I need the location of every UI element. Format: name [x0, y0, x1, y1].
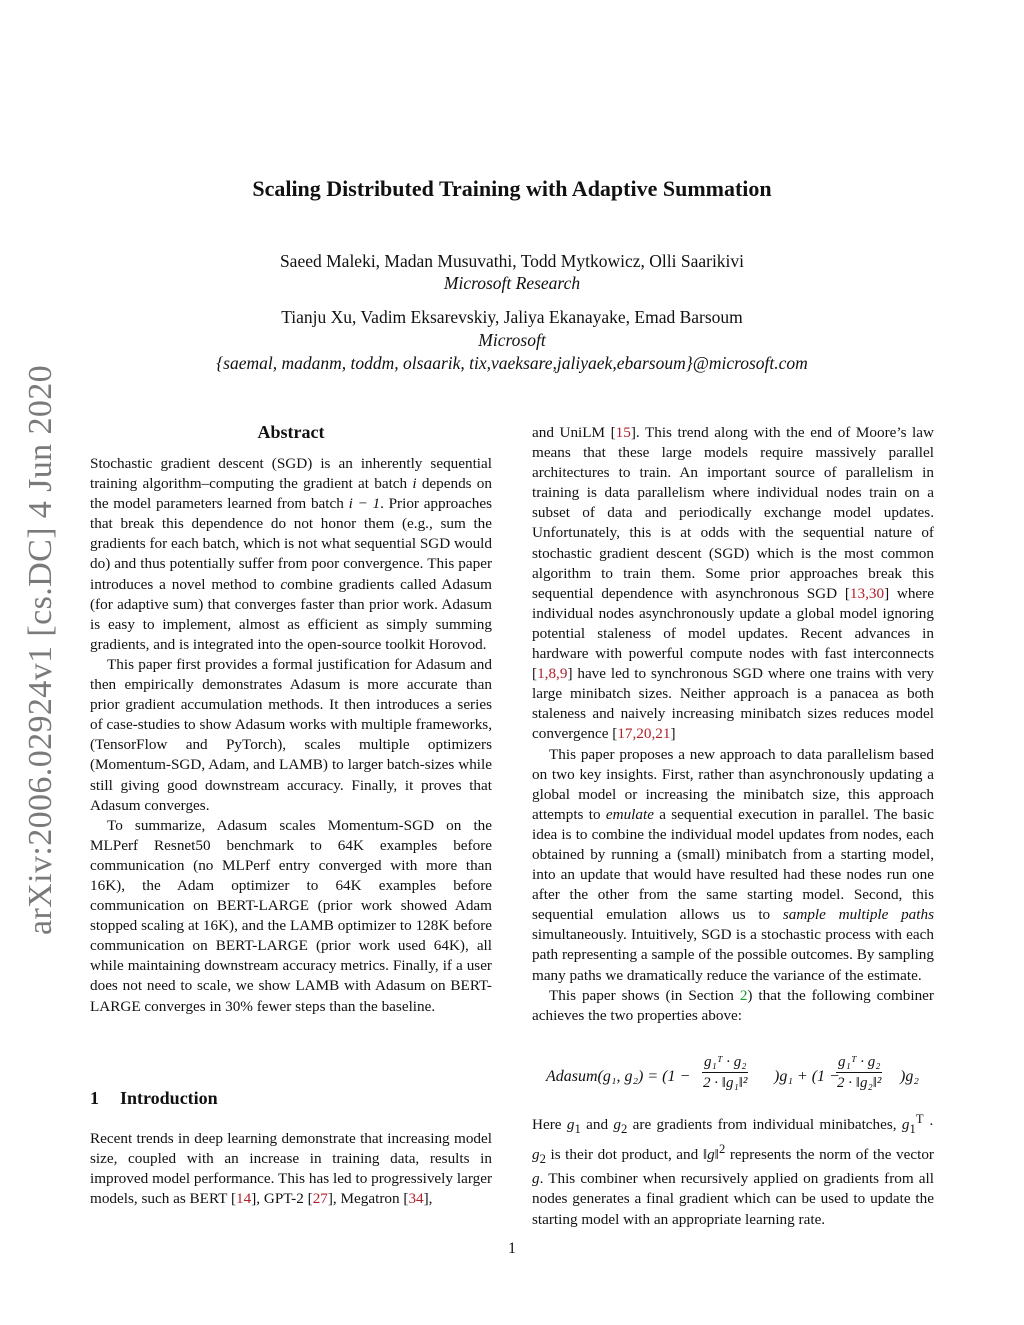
abstract-paragraph-1: Stochastic gradient descent (SGD) is an inherently sequential training algorithm–computing the gradient at batch i depends on the model parameters learned from batch i − 1. Prior approaches that break this dependence do not honor them (e.g., sum the gradients for each batch, which is not what sequential SGD would do) and thus potentially suffer from poor convergence. This paper introduces a novel method to combine gradients called Adasum (for adaptive sum) that converges faster than prior work. Adasum is easy to implement, almost as efficient as simply summing gradients, and is integrated into the open-source toolkit Horovod.: [90, 455, 493, 653]
citation-link[interactable]: 20: [636, 725, 652, 743]
authors-group-1: Saeed Maleki, Madan Musuvathi, Todd Mytkowicz, Olli Saarikivi: [279, 251, 745, 271]
arxiv-identifier: arXiv:2006.02924v1 [cs.DC] 4 Jun 2020: [22, 364, 59, 936]
abstract-body: [90, 454, 492, 1017]
right-paragraph-1: and UniLM [15]. This trend along with the end of Moore’s law means that these large models require massively parallel architectures to train. An important source of parallelism in training is data parallelism where individual nodes train on a subset of data and periodically exchange model updates. Unfortunately, this is at odds with the sequential nature of stochastic gradient descent (SGD) which is the most common algorithm to train them. Some prior approaches break this sequential dependence with asynchronous SGD [13,30] where individual nodes asynchronously update a global model ignoring potential staleness of model updates. Recent advances in hardware with powerful compute nodes with fast interconnects [1,8,9] have led to synchronous SGD where one trains with very large minibatch sizes. Neither approach is a panacea as both staleness and naively increasing minibatch sizes reduces model convergence [17,20,21]: [532, 424, 934, 743]
citation-link[interactable]: 8: [548, 665, 557, 683]
right-column-after-equation: [532, 1109, 934, 1230]
section-link[interactable]: 2: [739, 986, 748, 1004]
paper-title: Scaling Distributed Training with Adaptive Summation: [252, 176, 772, 201]
citation-link[interactable]: 17: [617, 725, 633, 743]
introduction-body: [90, 1129, 492, 1209]
page-number: 1: [508, 1240, 516, 1257]
equation-tail: )g₂: [900, 1068, 919, 1085]
equation-lhs: Adasum(g₁, g₂) = (1 −: [546, 1068, 691, 1085]
citation-link[interactable]: 34: [408, 1190, 424, 1208]
citation-link[interactable]: 30: [868, 584, 885, 602]
equation-fraction-2: $\frac{\text{g₁ᵀ · g₂}}{\text{2 · ‖g₂‖²}}$: [837, 1054, 882, 1091]
right-column-body: [532, 423, 934, 1026]
equation-fraction-1: $\frac{\text{g₁ᵀ · g₂}}{\text{2 · ‖g₁‖²}}$: [703, 1054, 748, 1091]
abstract-paragraph-3: To summarize, Adasum scales Momentum-SGD on the MLPerf Resnet50 benchmark to 64K examples before communication (no MLPerf entry converged with more than 16K), the Adam optimizer to 64K examples before communication on BERT-LARGE (prior work showed Adam stopped scaling at 16K), and the LAMB optimizer to 128K before communication on BERT-LARGE (prior work used 64K), all while maintaining downstream accuracy metrics. Finally, if a user does not need to scale, we show LAMB with Adasum on BERT-LARGE converges in 30% fewer steps than the baseline.: [90, 816, 492, 1015]
abstract-paragraph-2: This paper first provides a formal justification for Adasum and then empirically demonstrates Adasum is more accurate than prior gradient accumulation methods. It then introduces a series of case-studies to show Adasum works with multiple frameworks, (TensorFlow and PyTorch), scales multiple optimizers (Momentum-SGD, Adam, and LAMB) to larger batch-sizes while still giving good downstream accuracy. Finally, it proves that Adasum converges.: [90, 655, 492, 814]
section-heading-introduction: 1 Introduction: [90, 1088, 218, 1108]
author-emails: {saemal, madanm, toddm, olsaarik, tix,vaeksare,jaliyaek,ebarsoum}@microsoft.com: [216, 353, 808, 373]
citation-link[interactable]: 21: [655, 725, 671, 743]
affiliation-1: Microsoft Research: [443, 273, 581, 293]
citation-link[interactable]: 14: [236, 1190, 252, 1208]
introduction-paragraph-1: Recent trends in deep learning demonstrate that increasing model size, coupled with an increase in training data, results in improved model performance. This has led to progressively larger models, such as BERT [14], GPT-2 [27], Megatron [34],: [90, 1130, 492, 1208]
equation-middle: )g₁ + (1 −: [774, 1068, 840, 1085]
adasum-equation: [546, 1050, 936, 1104]
affiliation-2: Microsoft: [478, 330, 546, 350]
abstract-heading: Abstract: [257, 422, 325, 442]
citation-link[interactable]: 27: [312, 1190, 328, 1208]
citation-link[interactable]: 15: [615, 424, 631, 441]
right-paragraph-2: This paper proposes a new approach to data parallelism based on two key insights. First, rather than asynchronously updating a global model or increasing the minibatch size, this approach attempts to emulate a sequential execution in parallel. The basic idea is to combine the individual model updates from nodes, each obtained by running a (small) minibatch from a starting model, into an update that would have resulted had these nodes run one after the other from the same starting model. Second, this sequential emulation allows us to sample multiple paths simultaneously. Intuitively, SGD is a stochastic process with each path representing a sample of the possible outcomes. By sampling many paths we dramatically reduce the variance of the estimate.: [532, 745, 935, 984]
right-paragraph-3: This paper shows (in Section 2) that the following combiner achieves the two properties above:: [532, 986, 934, 1024]
citation-link[interactable]: 9: [559, 665, 568, 683]
citation-link[interactable]: 13: [849, 584, 866, 602]
right-paragraph-4: Here $g_1$ and $g_2$ are gradients from individual minibatches, $g_1^T \cdot g_2$ is their dot product, and ‖g‖$^2$ represents the norm of the vector g. This combiner when recursively applied on gradients from all nodes generates a final gradient which can be used to update the starting model with an appropriate learning rate.: [532, 1112, 934, 1228]
citation-link[interactable]: 1: [537, 665, 545, 683]
authors-group-2: Tianju Xu, Vadim Eksarevskiy, Jaliya Ekanayake, Emad Barsoum: [281, 307, 743, 327]
arxiv-sidebar-stamp: [22, 365, 60, 935]
